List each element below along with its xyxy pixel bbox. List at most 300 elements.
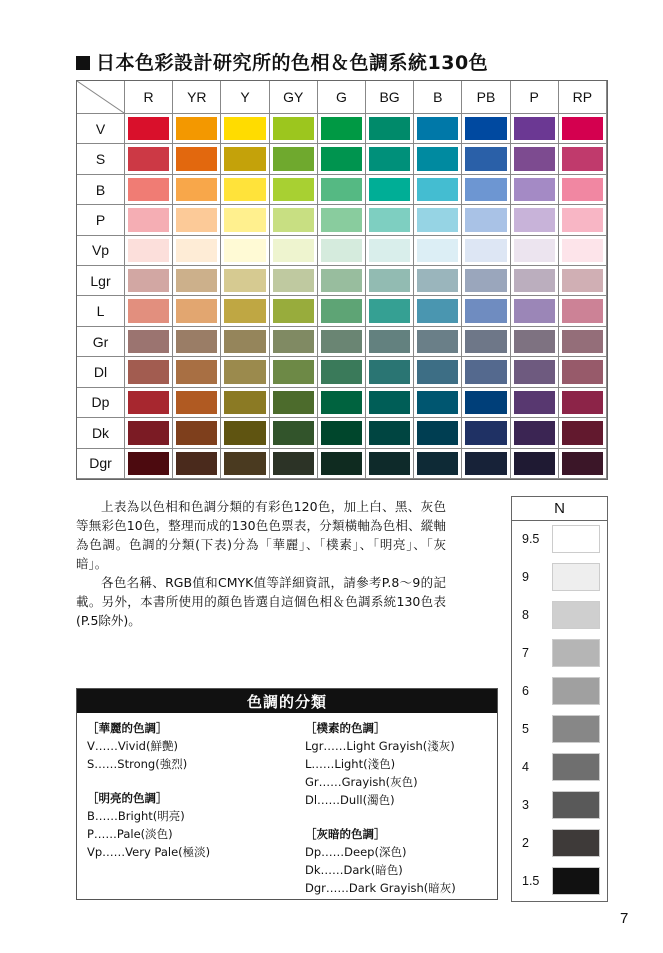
paragraph: 各色名稱、RGB值和CMYK值等詳細資訊，請參考P.8～9的記載。另外，本書所使用的顏色皆選自這個色相＆色調系統130色表(P.5除外)。 [76,575,446,628]
swatch-cell-dl-p [511,357,559,387]
swatch-cell-s-yr [173,144,221,174]
color-swatch [417,299,458,322]
swatch-cell-lgr-pb [462,266,510,296]
grid-corner [77,81,125,114]
color-swatch [176,178,217,201]
tone-group-item: P……Pale(淡色) [87,827,173,841]
swatch-cell-b-r [125,175,173,205]
swatch-cell-dgr-yr [173,449,221,479]
color-swatch [273,178,314,201]
color-swatch [273,391,314,414]
color-swatch [417,330,458,353]
swatch-cell-l-y [221,296,269,326]
color-swatch [562,452,603,475]
swatch-cell-vp-gy [270,236,318,266]
color-swatch [417,360,458,383]
color-swatch [514,330,555,353]
swatch-cell-b-bg [366,175,414,205]
swatch-cell-v-g [318,114,366,144]
color-swatch [562,360,603,383]
swatch-cell-lgr-yr [173,266,221,296]
swatch-cell-lgr-rp [559,266,607,296]
swatch-cell-v-b [414,114,462,144]
hue-header-yr: YR [173,81,221,114]
swatch-cell-s-r [125,144,173,174]
neutral-step [512,559,607,597]
color-swatch [321,391,362,414]
color-swatch [224,299,265,322]
swatch-cell-lgr-y [221,266,269,296]
swatch-cell-lgr-gy [270,266,318,296]
neutral-step-label: 1.5 [522,874,540,888]
color-swatch [465,269,506,292]
swatch-cell-vp-g [318,236,366,266]
color-swatch [514,147,555,170]
swatch-cell-vp-p [511,236,559,266]
swatch-cell-dp-b [414,388,462,418]
color-swatch [176,208,217,231]
neutral-step [512,597,607,635]
neutral-step-label: 9 [522,570,529,584]
swatch-cell-s-p [511,144,559,174]
neutral-title: N [512,497,607,521]
swatch-cell-l-pb [462,296,510,326]
tone-header-dl: Dl [77,357,125,387]
swatch-cell-dl-y [221,357,269,387]
neutral-swatch [552,525,600,553]
color-swatch [514,117,555,140]
neutral-scale [511,496,608,902]
neutral-swatch [552,791,600,819]
swatch-cell-v-rp [559,114,607,144]
hue-header-g: G [318,81,366,114]
swatch-cell-dp-g [318,388,366,418]
tone-group-item: S……Strong(強烈) [87,757,188,771]
swatch-cell-s-y [221,144,269,174]
color-swatch [224,208,265,231]
color-swatch [176,421,217,444]
color-swatch [224,391,265,414]
hue-header-p: P [511,81,559,114]
neutral-step-label: 4 [522,760,529,774]
swatch-cell-gr-bg [366,327,414,357]
tone-header-v: V [77,114,125,144]
tone-classification-box [76,688,498,900]
color-swatch [128,269,169,292]
color-swatch [369,421,410,444]
color-swatch [562,269,603,292]
tone-header-dk: Dk [77,418,125,448]
swatch-cell-dk-yr [173,418,221,448]
swatch-cell-dk-y [221,418,269,448]
swatch-cell-dk-b [414,418,462,448]
swatch-cell-l-b [414,296,462,326]
neutral-step-label: 6 [522,684,529,698]
color-swatch [562,239,603,262]
description-text [76,497,446,630]
swatch-cell-p-y [221,205,269,235]
hue-header-y: Y [221,81,269,114]
swatch-cell-l-rp [559,296,607,326]
swatch-cell-vp-rp [559,236,607,266]
color-swatch [321,360,362,383]
color-swatch [562,117,603,140]
color-swatch [417,269,458,292]
swatch-cell-dp-gy [270,388,318,418]
neutral-swatch [552,601,600,629]
swatch-cell-b-rp [559,175,607,205]
color-swatch [273,147,314,170]
neutral-step [512,711,607,749]
swatch-cell-lgr-bg [366,266,414,296]
tone-group-item: B……Bright(明亮) [87,809,185,823]
neutral-swatch [552,677,600,705]
color-swatch [128,421,169,444]
neutral-step-label: 9.5 [522,532,540,546]
color-swatch [562,391,603,414]
swatch-cell-b-gy [270,175,318,205]
color-swatch [369,208,410,231]
swatch-cell-v-r [125,114,173,144]
swatch-cell-dgr-rp [559,449,607,479]
color-swatch [562,208,603,231]
color-swatch [514,208,555,231]
swatch-cell-dl-pb [462,357,510,387]
color-swatch [128,330,169,353]
color-swatch [514,269,555,292]
color-swatch [514,452,555,475]
color-swatch [417,391,458,414]
swatch-cell-b-pb [462,175,510,205]
color-swatch [321,239,362,262]
swatch-cell-dk-r [125,418,173,448]
page-title-text: 日本色彩設計研究所的色相＆色調系統130色 [96,52,489,74]
color-swatch [465,391,506,414]
color-swatch [465,299,506,322]
color-swatch [273,117,314,140]
neutral-step-label: 8 [522,608,529,622]
tone-group-item: Dgr……Dark Grayish(暗灰) [305,881,456,895]
neutral-step [512,787,607,825]
swatch-cell-v-gy [270,114,318,144]
neutral-step [512,863,607,901]
swatch-cell-dp-p [511,388,559,418]
color-swatch [321,147,362,170]
color-swatch [176,299,217,322]
tone-group-item: Dl……Dull(濁色) [305,793,395,807]
swatch-cell-dp-bg [366,388,414,418]
neutral-swatch [552,753,600,781]
swatch-cell-vp-bg [366,236,414,266]
color-swatch [224,269,265,292]
color-swatch [514,178,555,201]
color-swatch [465,360,506,383]
tone-groups-right [305,719,456,897]
color-swatch [465,330,506,353]
color-swatch [369,330,410,353]
swatch-cell-dgr-bg [366,449,414,479]
color-swatch [224,117,265,140]
swatch-cell-dl-r [125,357,173,387]
neutral-step-label: 7 [522,646,529,660]
swatch-cell-gr-y [221,327,269,357]
color-swatch [321,299,362,322]
tone-group-item: Gr……Grayish(灰色) [305,775,418,789]
swatch-cell-dl-rp [559,357,607,387]
color-swatch [369,360,410,383]
color-swatch [321,269,362,292]
swatch-cell-dl-b [414,357,462,387]
color-swatch [465,421,506,444]
color-swatch [321,421,362,444]
color-swatch [273,452,314,475]
swatch-cell-b-g [318,175,366,205]
square-bullet-icon [76,56,90,70]
color-swatch [128,178,169,201]
swatch-cell-lgr-r [125,266,173,296]
swatch-cell-gr-yr [173,327,221,357]
color-swatch [417,147,458,170]
swatch-cell-v-pb [462,114,510,144]
color-swatch [369,299,410,322]
color-swatch [176,147,217,170]
color-swatch [514,391,555,414]
color-swatch [128,147,169,170]
color-swatch [273,208,314,231]
swatch-cell-lgr-p [511,266,559,296]
color-swatch [562,330,603,353]
tone-groups-left [87,719,210,861]
tone-header-p: P [77,205,125,235]
color-swatch [224,330,265,353]
swatch-cell-p-pb [462,205,510,235]
swatch-cell-b-y [221,175,269,205]
swatch-cell-v-bg [366,114,414,144]
neutral-step [512,825,607,863]
color-swatch [273,269,314,292]
swatch-cell-dgr-g [318,449,366,479]
swatch-cell-v-y [221,114,269,144]
color-swatch [369,269,410,292]
color-swatch [417,208,458,231]
color-swatch [417,117,458,140]
color-swatch [321,117,362,140]
swatch-cell-s-b [414,144,462,174]
color-swatch [369,239,410,262]
color-swatch [321,178,362,201]
swatch-cell-dp-rp [559,388,607,418]
tone-group-title: ［明亮的色調］ [87,791,168,805]
tone-box-title: 色調的分類 [77,689,497,713]
swatch-cell-dk-p [511,418,559,448]
swatch-cell-dp-y [221,388,269,418]
tone-group-item: Vp……Very Pale(極淡) [87,845,211,859]
swatch-cell-l-r [125,296,173,326]
swatch-cell-gr-p [511,327,559,357]
color-swatch [224,421,265,444]
swatch-cell-l-g [318,296,366,326]
swatch-cell-p-p [511,205,559,235]
color-swatch [128,208,169,231]
color-swatch [417,421,458,444]
color-swatch [128,299,169,322]
swatch-cell-p-gy [270,205,318,235]
tone-group-title: ［灰暗的色調］ [305,827,386,841]
hue-header-rp: RP [559,81,607,114]
swatch-cell-dp-yr [173,388,221,418]
color-swatch [465,117,506,140]
tone-group-title: ［華麗的色調］ [87,721,168,735]
tone-group-title: ［樸素的色調］ [305,721,386,735]
color-swatch [369,178,410,201]
tone-group-item: Dk……Dark(暗色) [305,863,403,877]
swatch-cell-dk-rp [559,418,607,448]
swatch-cell-dk-g [318,418,366,448]
color-swatch [417,178,458,201]
swatch-cell-b-b [414,175,462,205]
swatch-cell-dp-pb [462,388,510,418]
color-swatch [224,360,265,383]
swatch-cell-vp-yr [173,236,221,266]
color-swatch [224,147,265,170]
tone-group-item: L……Light(淺色) [305,757,396,771]
swatch-cell-b-p [511,175,559,205]
neutral-swatch [552,829,600,857]
swatch-cell-vp-b [414,236,462,266]
page-number: 7 [620,910,629,927]
tone-header-dp: Dp [77,388,125,418]
swatch-cell-dk-pb [462,418,510,448]
color-swatch [465,178,506,201]
color-swatch [562,299,603,322]
swatch-cell-l-yr [173,296,221,326]
tone-header-vp: Vp [77,236,125,266]
swatch-cell-s-rp [559,144,607,174]
tone-group-item: V……Vivid(鮮艷) [87,739,178,753]
color-swatch [176,269,217,292]
hue-header-b: B [414,81,462,114]
tone-group-item: Dp……Deep(深色) [305,845,407,859]
swatch-cell-l-bg [366,296,414,326]
color-swatch [369,391,410,414]
swatch-cell-dl-bg [366,357,414,387]
color-swatch [514,239,555,262]
color-swatch [514,299,555,322]
tone-group-item: Lgr……Light Grayish(淺灰) [305,739,455,753]
swatch-cell-gr-r [125,327,173,357]
swatch-cell-l-p [511,296,559,326]
neutral-step [512,521,607,559]
swatch-cell-dk-bg [366,418,414,448]
color-swatch [562,178,603,201]
color-swatch [128,452,169,475]
swatch-cell-p-b [414,205,462,235]
hue-tone-grid [76,80,608,480]
color-swatch [273,360,314,383]
color-swatch [562,421,603,444]
swatch-cell-b-yr [173,175,221,205]
color-swatch [369,117,410,140]
swatch-cell-dl-yr [173,357,221,387]
tone-header-dgr: Dgr [77,449,125,479]
swatch-cell-gr-gy [270,327,318,357]
color-swatch [224,452,265,475]
page-title [76,48,488,75]
swatch-cell-dgr-y [221,449,269,479]
swatch-cell-s-bg [366,144,414,174]
neutral-swatch [552,639,600,667]
swatch-cell-s-g [318,144,366,174]
color-swatch [514,360,555,383]
tone-header-lgr: Lgr [77,266,125,296]
hue-header-bg: BG [366,81,414,114]
swatch-cell-lgr-g [318,266,366,296]
color-swatch [465,147,506,170]
tone-header-gr: Gr [77,327,125,357]
color-swatch [369,452,410,475]
color-swatch [176,391,217,414]
color-swatch [224,239,265,262]
color-swatch [417,239,458,262]
neutral-step [512,635,607,673]
color-swatch [176,117,217,140]
swatch-cell-v-yr [173,114,221,144]
swatch-cell-dgr-r [125,449,173,479]
neutral-step-label: 5 [522,722,529,736]
neutral-swatch [552,867,600,895]
swatch-cell-vp-r [125,236,173,266]
swatch-cell-gr-rp [559,327,607,357]
swatch-cell-dl-g [318,357,366,387]
color-swatch [273,239,314,262]
neutral-step-label: 2 [522,836,529,850]
swatch-cell-s-gy [270,144,318,174]
swatch-cell-dp-r [125,388,173,418]
swatch-cell-gr-g [318,327,366,357]
color-swatch [465,239,506,262]
color-swatch [176,239,217,262]
color-swatch [465,452,506,475]
color-swatch [514,421,555,444]
color-swatch [417,452,458,475]
color-swatch [369,147,410,170]
swatch-cell-vp-y [221,236,269,266]
tone-header-b: B [77,175,125,205]
color-swatch [128,360,169,383]
color-swatch [176,452,217,475]
swatch-cell-vp-pb [462,236,510,266]
neutral-step [512,673,607,711]
color-swatch [321,330,362,353]
swatch-cell-dgr-b [414,449,462,479]
swatch-cell-p-r [125,205,173,235]
swatch-cell-dgr-p [511,449,559,479]
color-swatch [128,239,169,262]
color-swatch [128,391,169,414]
color-swatch [273,299,314,322]
swatch-cell-lgr-b [414,266,462,296]
swatch-cell-p-g [318,205,366,235]
color-swatch [128,117,169,140]
swatch-cell-dgr-gy [270,449,318,479]
color-swatch [321,208,362,231]
color-swatch [176,330,217,353]
color-swatch [321,452,362,475]
swatch-cell-gr-pb [462,327,510,357]
swatch-cell-p-yr [173,205,221,235]
swatch-cell-gr-b [414,327,462,357]
swatch-cell-dgr-pb [462,449,510,479]
